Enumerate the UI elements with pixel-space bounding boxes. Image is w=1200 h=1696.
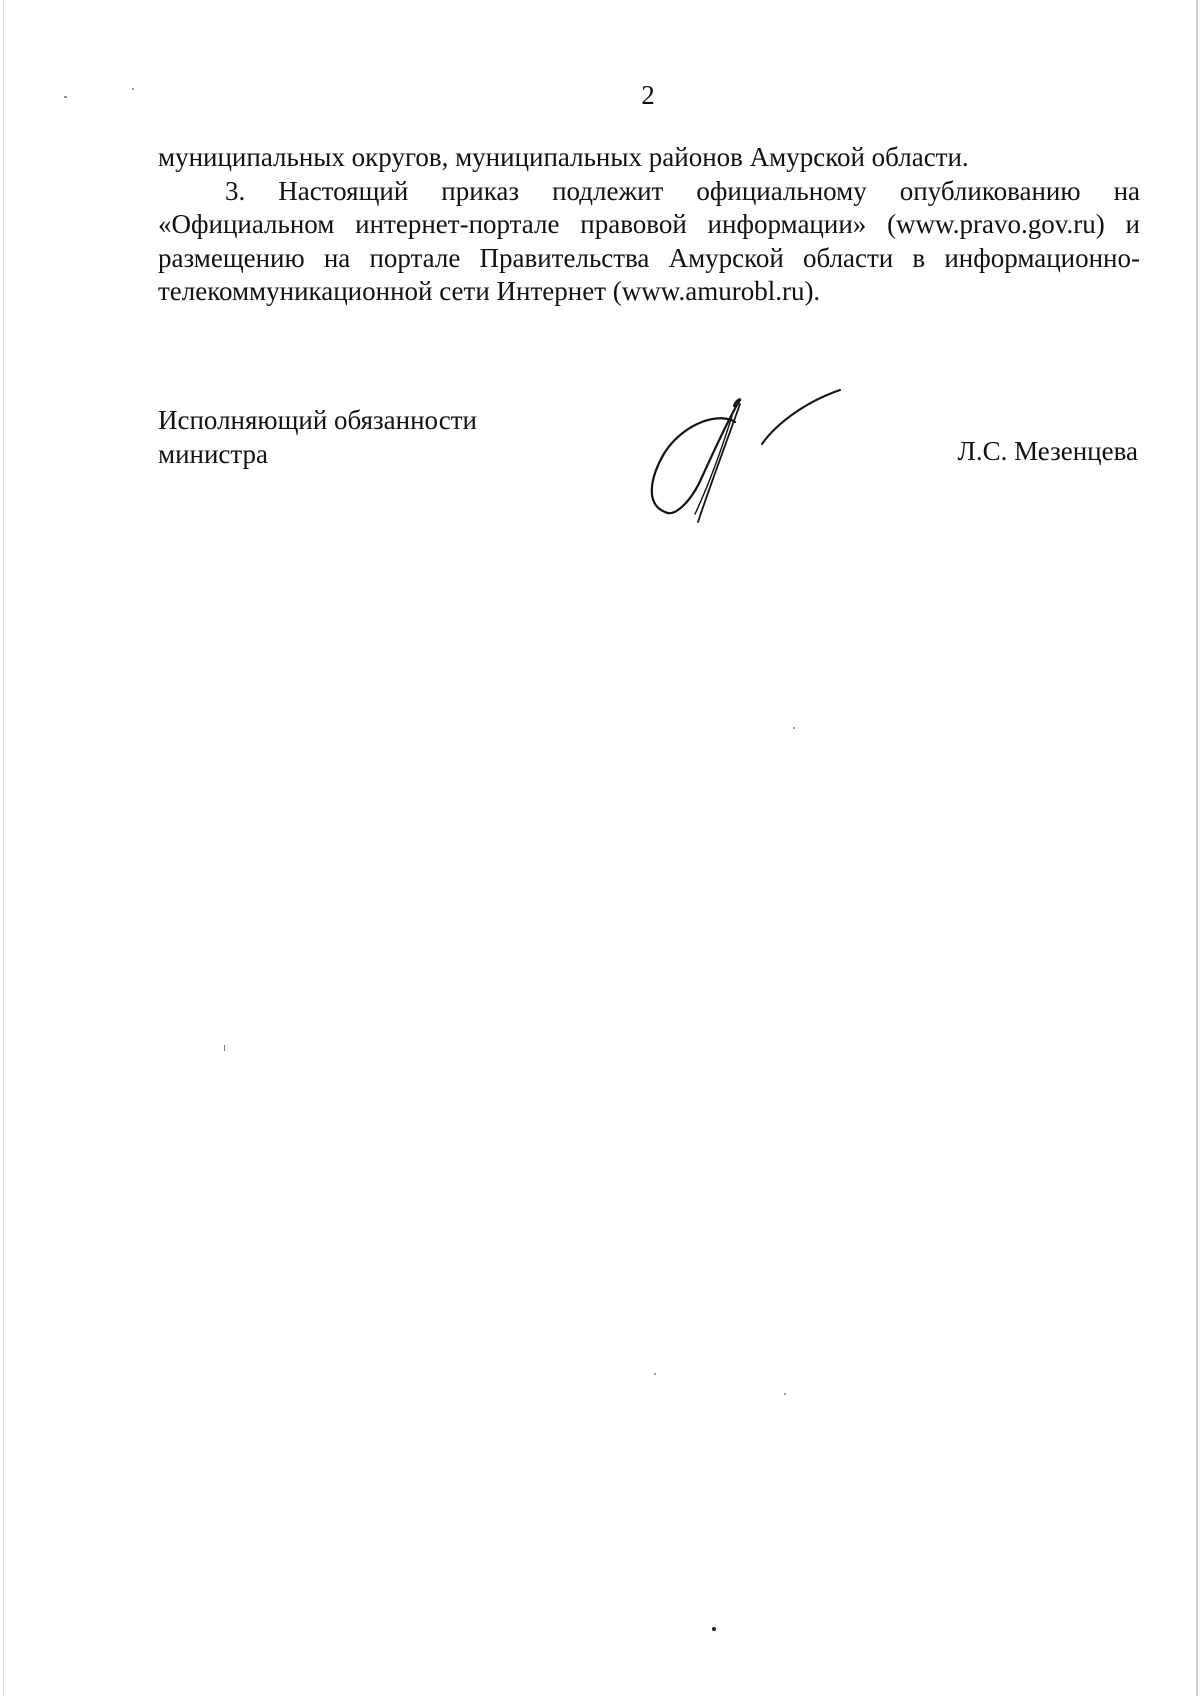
signer-name: Л.С. Мезенцева — [957, 436, 1138, 466]
scan-speck — [784, 1393, 786, 1395]
scan-speck — [224, 1045, 225, 1051]
paragraph-item-3: 3. Настоящий приказ подлежит официальному опубликованию на «Официальном интернет-портале правовой информации» (www.pravo.gov.ru) и размещению на портале Правительства Амурской области в информационно-телекоммуникационной сети Интернет (www.amurobl.ru). — [158, 175, 1140, 306]
handwritten-signature — [640, 382, 850, 530]
scan-edge-left — [3, 0, 4, 1696]
scan-speck — [654, 1373, 656, 1375]
scan-speck — [712, 1627, 716, 1631]
paragraph-continuation: муниципальных округов, муниципальных районов Амурской области. — [158, 142, 969, 172]
scan-speck — [793, 727, 795, 729]
scan-speck — [64, 96, 67, 98]
scan-speck — [132, 88, 134, 90]
signer-position-line-1: Исполняющий обязанности — [158, 405, 477, 435]
signer-position-line-2: министра — [158, 438, 269, 469]
signer-position — [158, 404, 477, 471]
page-number: 2 — [641, 80, 655, 110]
scan-edge-right — [1196, 0, 1198, 1696]
body-text — [158, 141, 1140, 309]
